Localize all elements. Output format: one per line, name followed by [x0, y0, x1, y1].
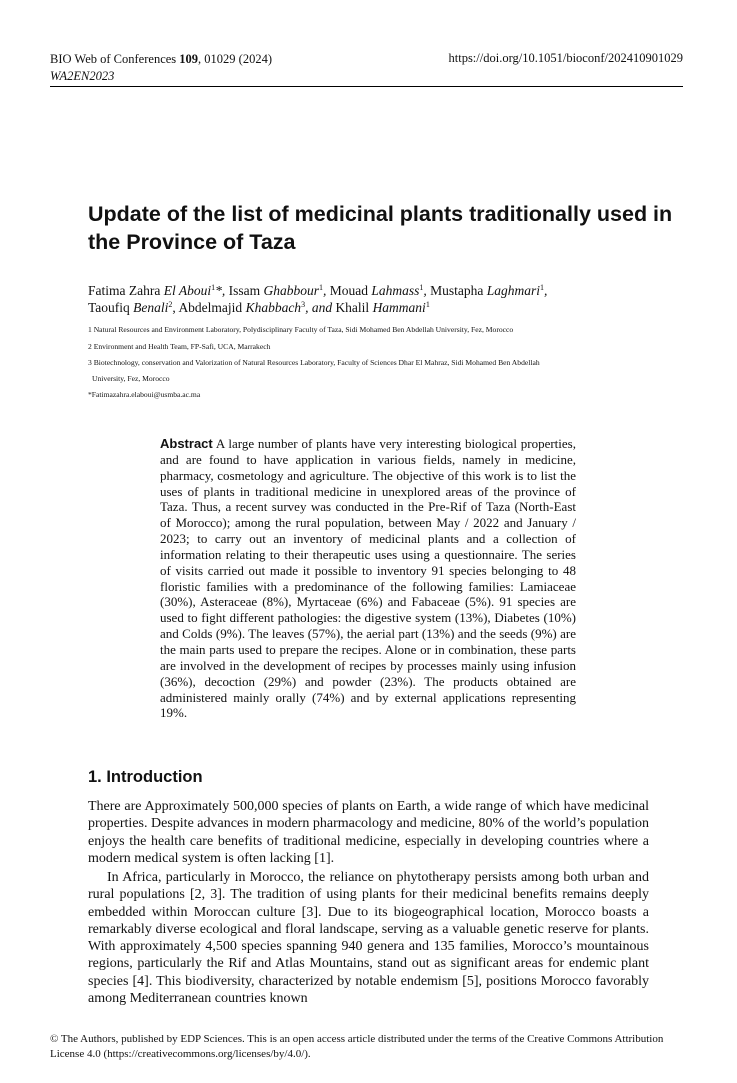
affiliation-3: 3 Biotechnology, conservation and Valorization of Natural Resources Laboratory, Faculty of Sciences Dhar El Mahraz, Sidi Mohamed Ben Abdellah: [88, 358, 540, 367]
journal-name: BIO Web of Conferences: [50, 52, 180, 66]
author-affiliation-mark: 1: [425, 300, 430, 309]
author-separator: ,: [172, 300, 176, 315]
journal-citation: [50, 51, 272, 68]
body-paragraph: There are Approximately 500,000 species of plants on Earth, a wide range of which have medicinal properties. Despite advances in modern pharmacology and medicine, 80% of the world’s population enjoys the health care benefits of traditional medicine, especially in developing countries where a modern medical system is often lacking [1].: [88, 799, 649, 866]
author-separator: , and: [305, 300, 333, 315]
journal-volume: 109: [179, 52, 199, 66]
author-affiliation-mark: 1: [540, 283, 545, 292]
doi-link[interactable]: https://doi.org/10.1051/bioconf/202410901029: [448, 51, 683, 65]
abstract: [160, 436, 576, 721]
affiliation-3-continued: University, Fez, Morocco: [92, 374, 170, 383]
author-separator: ,: [544, 283, 548, 298]
author-family-name: Ghabbour: [263, 283, 320, 298]
author-family-name: Hammani: [372, 300, 426, 315]
header-divider: [50, 86, 683, 87]
author-separator: ,: [323, 283, 327, 298]
author-list-line-2: [88, 299, 430, 317]
section-heading-introduction: 1. Introduction: [88, 768, 203, 786]
author-given-name: Mustapha: [430, 283, 484, 298]
abstract-text: A large number of plants have very interesting biological properties, and are found to have application in various fields, namely in medicine, pharmacy, cosmetology and agriculture. The objective of this work is to list the uses of plants in traditional medicine in unexplored areas of the province of Taza. Thus, a recent survey was conducted in the Pre-Rif of Taza (North-East of Morocco); among the rural population, between May / 2022 and January / 2023; to carry out an inventory of medicinal plants and a collection of information relating to their therapeutic uses using a questionnaire. The series of visits carried out made it possible to inventory 91 species belonging to 48 floristic families with a predominance of the following families: Lamiaceae (30%), Asteraceae (8%), Myrtaceae (6%) and Fabaceae (5%). 91 species are used to fight different pathologies: the digestive system (13%), Diabetes (10%) and Colds (9%). The leaves (57%), the aerial part (13%) and the seeds (9%) are the main parts used to prepare the recipes. Alone or in combination, these parts are involved in the development of recipes by processes mainly using infusion (36%), decoction (29%) and powder (23%). The products obtained are administered mainly orally (74%) and by external applications representing 19%.: [160, 436, 576, 721]
affiliation-2: 2 Environment and Health Team, FP-Safi, UCA, Marrakech: [88, 342, 271, 351]
author-given-name: Mouad: [329, 283, 369, 298]
author-separator: ,: [423, 283, 427, 298]
abstract-label: Abstract: [160, 436, 213, 451]
conference-name: WA2EN2023: [50, 69, 115, 83]
corresponding-email[interactable]: *Fatimazahra.elaboui@usmba.ac.ma: [88, 390, 201, 399]
paper-title: Update of the list of medicinal plants traditionally used in the Province of Taza: [88, 202, 673, 254]
author-affiliation-mark: 1: [419, 283, 424, 292]
author-affiliation-mark: 3: [301, 300, 306, 309]
body-paragraph: In Africa, particularly in Morocco, the reliance on phytotherapy persists among both urban and rural populations [2, 3]. The tradition of using plants for their medicinal benefits remains deeply embedded within Moroccan culture [3]. Due to its biogeographical location, Morocco boasts a remarkably diverse ecological and floral landscape, serving as a valuable genetic reserve for plants. With approximately 4,500 species spanning 940 genera and 135 families, Morocco’s mountainous regions, particularly the Rif and Atlas Mountains, stand out as significant areas for endemic plant species [4]. This biodiversity, characterized by notable endemism [5], positions Morocco favorably among Mediterranean countries known: [88, 870, 649, 1007]
author-family-name: El Aboui: [163, 283, 212, 298]
author-given-name: Issam: [228, 283, 261, 298]
author-given-name: Abdelmajid: [178, 300, 243, 315]
author-family-name: Benali: [133, 300, 169, 315]
author-family-name: Lahmass: [371, 283, 420, 298]
author-affiliation-mark: 1: [211, 283, 216, 292]
author-given-name: Taoufiq: [88, 300, 130, 315]
article-info: , 01029 (2024): [198, 52, 272, 66]
affiliation-1: 1 Natural Resources and Environment Laboratory, Polydisciplinary Faculty of Taza, Sidi Mohamed Ben Abdellah University, Fez, Morocco: [88, 325, 514, 334]
author-separator: *,: [215, 283, 226, 298]
author-given-name: Khalil: [335, 300, 370, 315]
author-given-name: Fatima Zahra: [88, 283, 161, 298]
author-affiliation-mark: 1: [319, 283, 324, 292]
author-affiliation-mark: 2: [168, 300, 173, 309]
author-list-line-1: [88, 282, 547, 300]
author-family-name: Khabbach: [245, 300, 302, 315]
license-footer: © The Authors, published by EDP Sciences. This is an open access article distributed under the terms of the Creative Commons Attribution License 4.0 (https://creativecommons.org/licenses/by/4.0/).: [50, 1033, 664, 1060]
author-family-name: Laghmari: [486, 283, 541, 298]
running-header-citation: [50, 51, 272, 85]
